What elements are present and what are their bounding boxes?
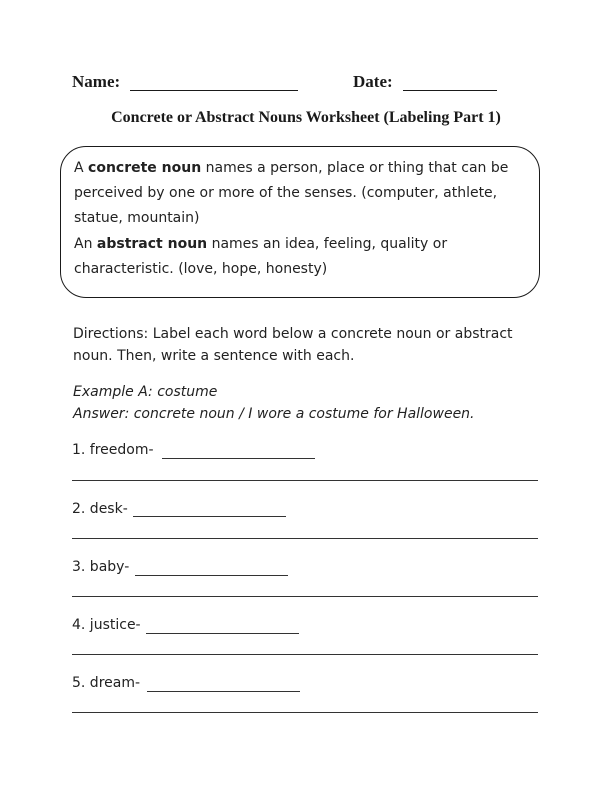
- concrete-definition-line-3: statue, mountain): [74, 210, 200, 226]
- item-5-answer-blank[interactable]: [147, 691, 300, 692]
- item-4-answer-blank[interactable]: [146, 633, 299, 634]
- item-2-answer-blank[interactable]: [133, 516, 286, 517]
- abstract-definition-line-1: [74, 232, 447, 257]
- abstract-definition-line-2: characteristic. (love, hope, honesty): [74, 261, 328, 277]
- name-label: Name:: [72, 72, 121, 91]
- abstract-text: names an idea, feeling, quality or: [207, 236, 448, 252]
- directions-line-1: Directions: Label each word below a concrete noun or abstract: [73, 326, 513, 342]
- concrete-term: concrete noun: [88, 160, 202, 176]
- abstract-term: abstract noun: [96, 236, 208, 252]
- item-3-answer-blank[interactable]: [135, 575, 288, 576]
- item-4-sentence-line[interactable]: [72, 654, 538, 655]
- concrete-text: names a person, place or thing that can be: [201, 160, 509, 176]
- item-1-label: 1. freedom-: [72, 442, 154, 458]
- item-5-sentence-line[interactable]: [72, 712, 538, 713]
- item-3-sentence-line[interactable]: [72, 596, 538, 597]
- date-label: Date:: [353, 72, 393, 91]
- item-3-label: 3. baby-: [72, 559, 130, 575]
- item-5-label: 5. dream-: [72, 675, 141, 691]
- header-fields: [72, 72, 542, 94]
- item-4-label: 4. justice-: [72, 617, 141, 633]
- date-field[interactable]: [403, 90, 497, 91]
- item-2-sentence-line[interactable]: [72, 538, 538, 539]
- example-word: Example A: costume: [73, 384, 218, 400]
- abstract-prefix: An: [74, 236, 97, 252]
- item-1-answer-blank[interactable]: [162, 458, 315, 459]
- concrete-definition-line-1: [74, 156, 508, 181]
- item-1-sentence-line[interactable]: [72, 480, 538, 481]
- item-2-label: 2. desk-: [72, 501, 128, 517]
- page-title: Concrete or Abstract Nouns Worksheet (Labeling Part 1): [111, 109, 501, 126]
- example-answer: Answer: concrete noun / I wore a costume for Halloween.: [73, 406, 475, 422]
- name-field[interactable]: [130, 90, 298, 91]
- concrete-prefix: A: [74, 160, 89, 176]
- concrete-definition-line-2: perceived by one or more of the senses. (computer, athlete,: [74, 185, 498, 201]
- directions-line-2: noun. Then, write a sentence with each.: [73, 348, 355, 364]
